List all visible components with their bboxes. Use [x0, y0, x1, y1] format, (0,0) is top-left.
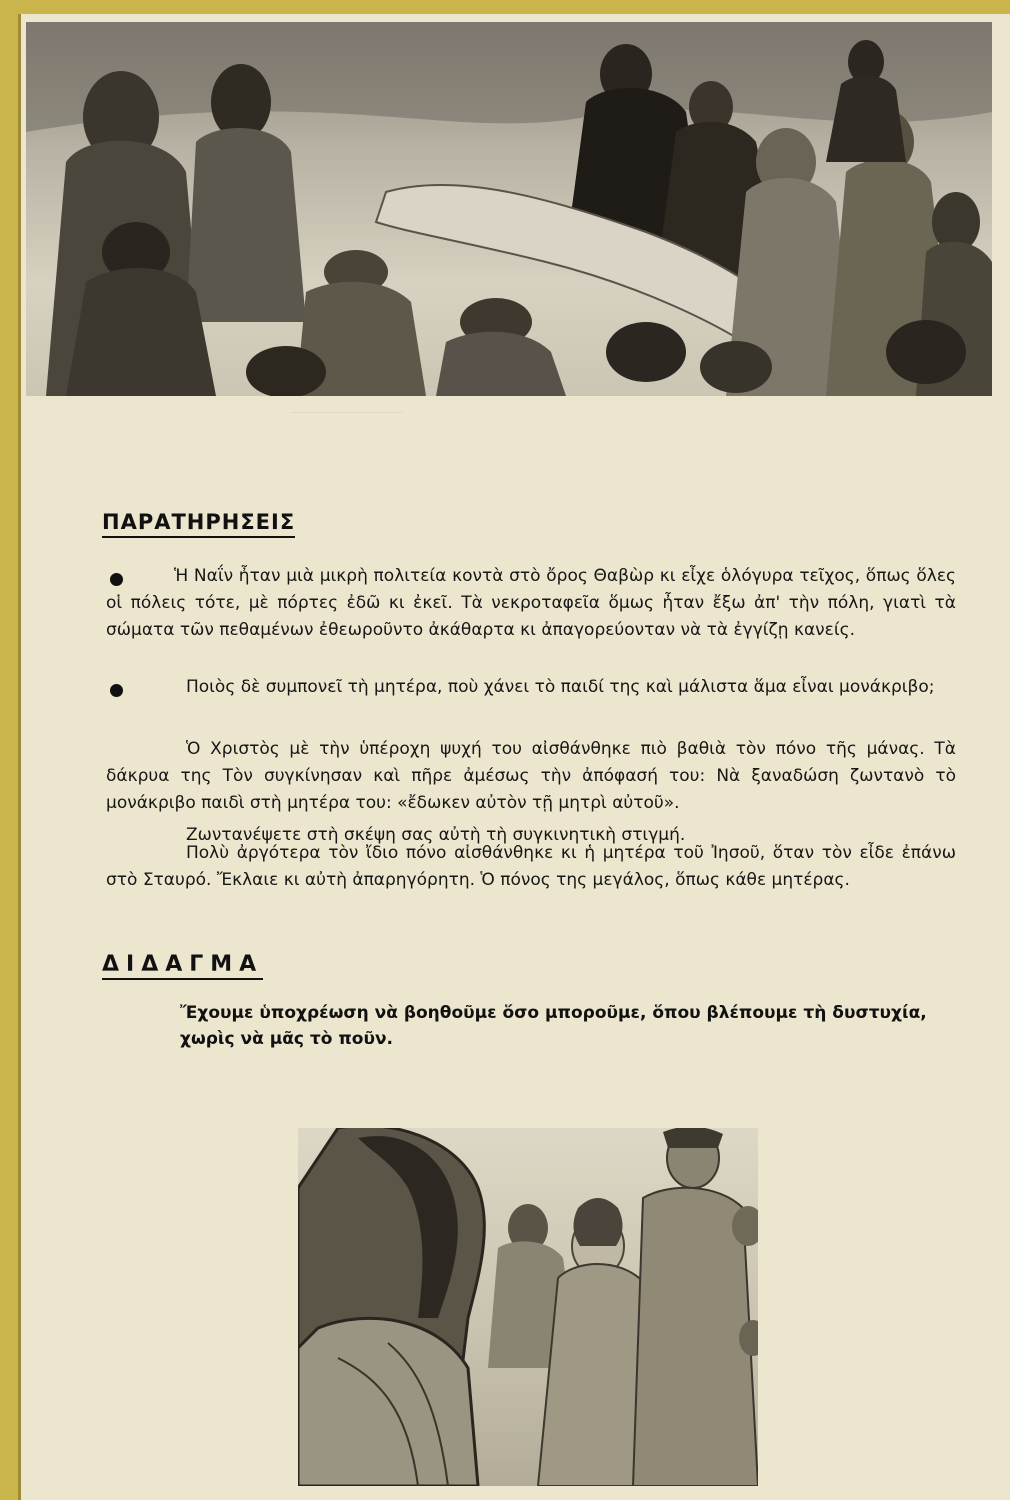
bottom-illustration — [298, 1128, 758, 1486]
paragraph-nain: Ἡ Ναΐν ἦταν μιὰ μικρὴ πολιτεία κοντὰ στὸ ὄρος Θαβὼρ κι εἶχε ὁλόγυρα τεῖχος, ὅπως ὅλες οἱ πόλεις τότε, μὲ πόρτες ἐδῶ κι ἐκεῖ. Τὰ νεκροταφεῖα ὅμως ἦταν ἔξω ἀπ' τὴν πόλη, γιατὶ τὰ σώματα τῶν πεθαμένων ἐθεωροῦντο ἀκάθαρτα κι ἀπαγορεύονταν νὰ τὰ ἐγγίζῃ κανείς. — [106, 566, 956, 640]
paragraph-mother: Ποιὸς δὲ συμπονεῖ τὴ μητέρα, ποὺ χάνει τὸ παιδί της καὶ μάλιστα ἅμα εἶναι μονάκριβο; — [186, 677, 935, 697]
lesson-text: Ἔχουμε ὑποχρέωση νὰ βοηθοῦμε ὅσο μποροῦμε, ὅπου βλέπουμε τὴ δυστυχία, χωρὶς νὰ μᾶς τὸ ποῦν. — [180, 1003, 927, 1049]
observations-heading: ΠΑΡΑΤΗΡΗΣΕΙΣ — [102, 510, 295, 538]
bleed-through-text: _______________ — [290, 395, 403, 413]
paragraph-imagine: Ζωντανέψετε στὴ σκέψη σας αὐτὴ τὴ συγκινητικὴ στιγμή. — [186, 825, 686, 845]
lesson-heading: ΔΙΔΑΓΜΑ — [102, 952, 263, 980]
paragraph-mother-of-jesus: Πολὺ ἀργότερα τὸν ἴδιο πόνο αἰσθάνθηκε κι ἡ μητέρα τοῦ Ἰησοῦ, ὅταν τὸν εἶδε ἐπάνω στὸ Σταυρό. Ἔκλαιε κι αὐτὴ ἀπαρηγόρητη. Ὁ πόνος της μεγάλος, ὅπως κάθε μητέρας. — [106, 843, 956, 890]
paragraph-christ: Ὁ Χριστὸς μὲ τὴν ὑπέροχη ψυχή του αἰσθάνθηκε πιὸ βαθιὰ τὸν πόνο τῆς μάνας. Τὰ δάκρυα της Τὸν συγκίνησαν καὶ πῆρε ἀμέσως τὴν ἀπόφασή του: Νὰ ξαναδώση ζωντανὸ τὸ μονάκριβο παιδὶ στὴ μητέρα του: «ἔδωκεν αὐτὸν τῇ μητρὶ αὐτοῦ». — [106, 739, 956, 813]
top-illustration — [26, 22, 992, 396]
